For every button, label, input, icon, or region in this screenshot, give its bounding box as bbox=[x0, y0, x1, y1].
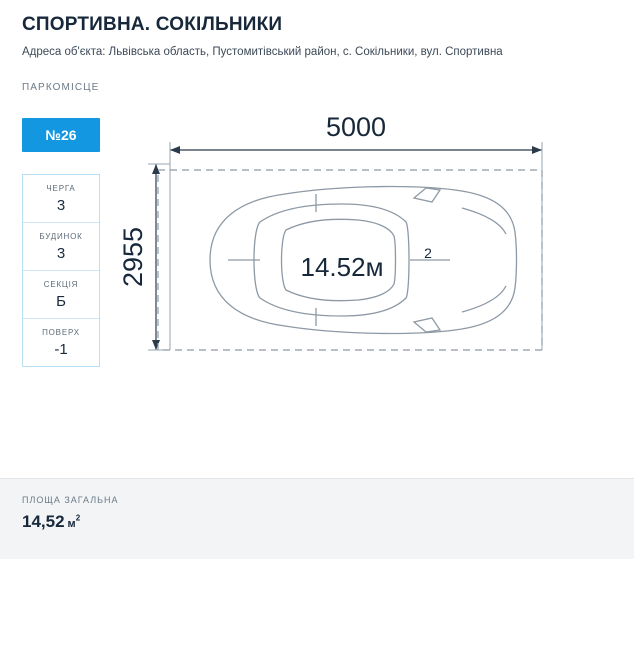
spec-key-floor: ПОВЕРХ bbox=[42, 328, 80, 337]
left-column bbox=[22, 118, 100, 367]
header bbox=[0, 0, 634, 58]
spec-row-section bbox=[23, 271, 99, 319]
spec-key-section: СЕКЦІЯ bbox=[43, 280, 79, 289]
spec-row-building bbox=[23, 223, 99, 271]
section-label: ПАРКОМІСЦЕ bbox=[22, 82, 100, 93]
total-area-value-row bbox=[22, 512, 634, 532]
area-label: 14.52м bbox=[300, 252, 384, 282]
spec-key-building: БУДИНОК bbox=[39, 232, 83, 241]
spot-number-badge: №26 bbox=[22, 118, 100, 152]
spec-value-building: 3 bbox=[56, 245, 66, 262]
height-dimension-label: 2955 bbox=[118, 226, 148, 288]
spec-value-floor: -1 bbox=[54, 341, 68, 358]
parking-plan-drawing bbox=[110, 100, 610, 400]
object-address: Адреса об'єкта: Львівська область, Пустомитівський район, с. Сокільники, вул. Спортивна bbox=[22, 46, 503, 58]
height-dimension bbox=[148, 164, 170, 350]
spec-value-queue: 3 bbox=[56, 197, 66, 214]
spec-row-queue bbox=[23, 175, 99, 223]
total-area-value: 14,52 bbox=[22, 512, 65, 531]
width-dimension-label: 5000 bbox=[325, 112, 387, 142]
total-area-unit-superscript: 2 bbox=[75, 513, 81, 523]
page-title: СПОРТИВНА. СОКІЛЬНИКИ bbox=[22, 14, 283, 35]
total-area-panel bbox=[0, 478, 634, 559]
spec-value-section: Б bbox=[56, 293, 66, 310]
total-area-label: ПЛОЩА ЗАГАЛЬНА bbox=[22, 495, 119, 505]
spec-table bbox=[22, 174, 100, 367]
width-dimension bbox=[170, 142, 542, 350]
spec-key-queue: ЧЕРГА bbox=[46, 184, 76, 193]
total-area-unit: м bbox=[67, 518, 76, 530]
area-label-superscript: 2 bbox=[424, 245, 432, 261]
spec-row-floor bbox=[23, 319, 99, 366]
